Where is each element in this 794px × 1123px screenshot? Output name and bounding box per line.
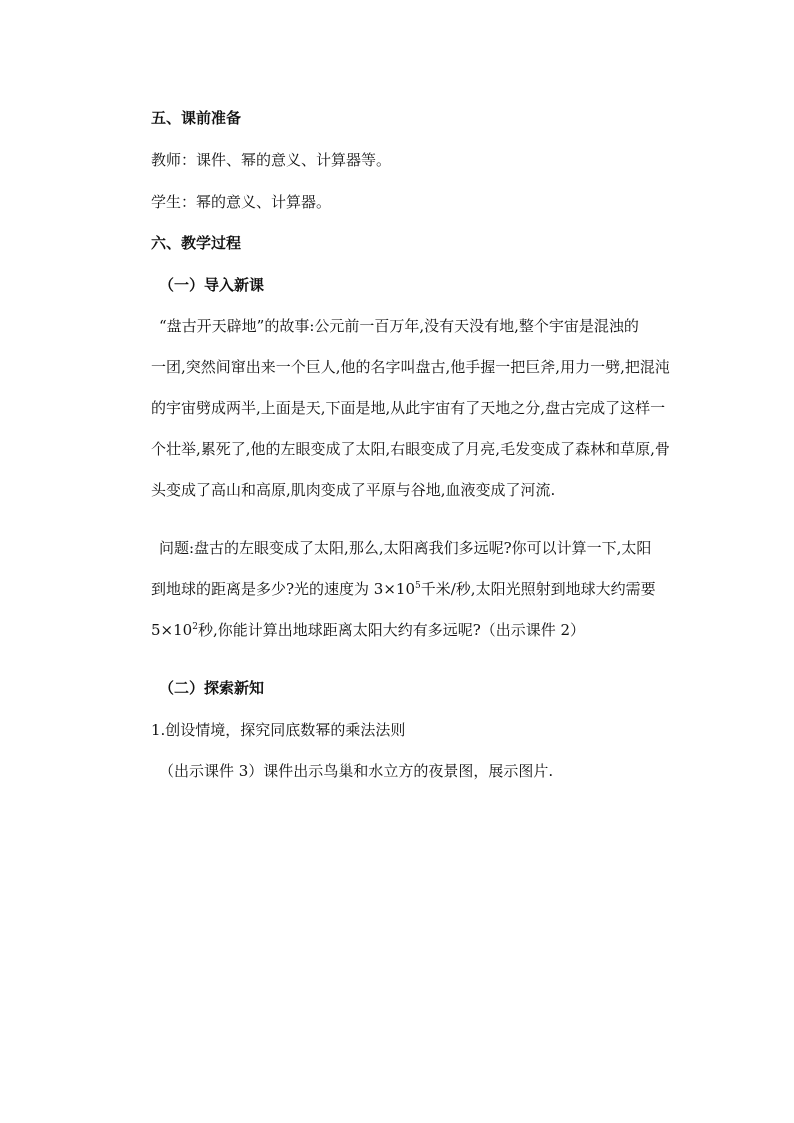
subheading-explore: （二）探索新知 xyxy=(159,679,265,697)
section-heading-teaching-process: 六、教学过程 xyxy=(151,234,242,252)
student-preparation: 学生：幂的意义、计算器。 xyxy=(151,193,332,211)
time-value-text: 5×10 xyxy=(151,621,193,639)
teacher-preparation: 教师：课件、幂的意义、计算器等。 xyxy=(151,151,392,169)
story-line-1: “盘古开天辟地”的故事:公元前一百万年,没有天没有地,整个宇宙是混浊的 xyxy=(159,317,639,335)
question-line-3 xyxy=(151,620,585,640)
light-speed-unit-text: 千米/秒,太阳光照射到地球大约需要 xyxy=(420,580,656,598)
subheading-introduction: （一）导入新课 xyxy=(159,276,265,294)
story-line-2: 一团,突然间窜出来一个巨人,他的名字叫盘古,他手握一把巨斧,用力一劈,把混沌 xyxy=(151,358,670,376)
story-line-5: 头变成了高山和高原,肌肉变成了平原与谷地,血液变成了河流. xyxy=(151,481,556,499)
exponent-2: 2 xyxy=(192,622,198,632)
section-heading-preparation: 五、课前准备 xyxy=(151,109,242,127)
light-speed-text: 到地球的距离是多少?光的速度为 3×10 xyxy=(151,580,416,598)
story-line-4: 个壮举,累死了,他的左眼变成了太阳,右眼变成了月亮,毛发变成了森林和草原,骨 xyxy=(151,440,670,458)
exponent-5: 5 xyxy=(415,581,421,591)
question-line-2 xyxy=(151,579,656,599)
story-line-3: 的宇宙劈成两半,上面是天,下面是地,从此宇宙有了天地之分,盘古完成了这样一 xyxy=(151,399,666,417)
explore-item-1: 1.创设情境，探究同底数幂的乘法法则 xyxy=(151,721,406,739)
question-line-1: 问题:盘古的左眼变成了太阳,那么,太阳离我们多远呢?你可以计算一下,太阳 xyxy=(159,539,652,557)
distance-question-text: 秒,你能计算出地球距离太阳大约有多远呢?（出示课件 2） xyxy=(197,621,586,639)
explore-item-1-text: （出示课件 3）课件出示鸟巢和水立方的夜景图，展示图片. xyxy=(159,762,554,780)
